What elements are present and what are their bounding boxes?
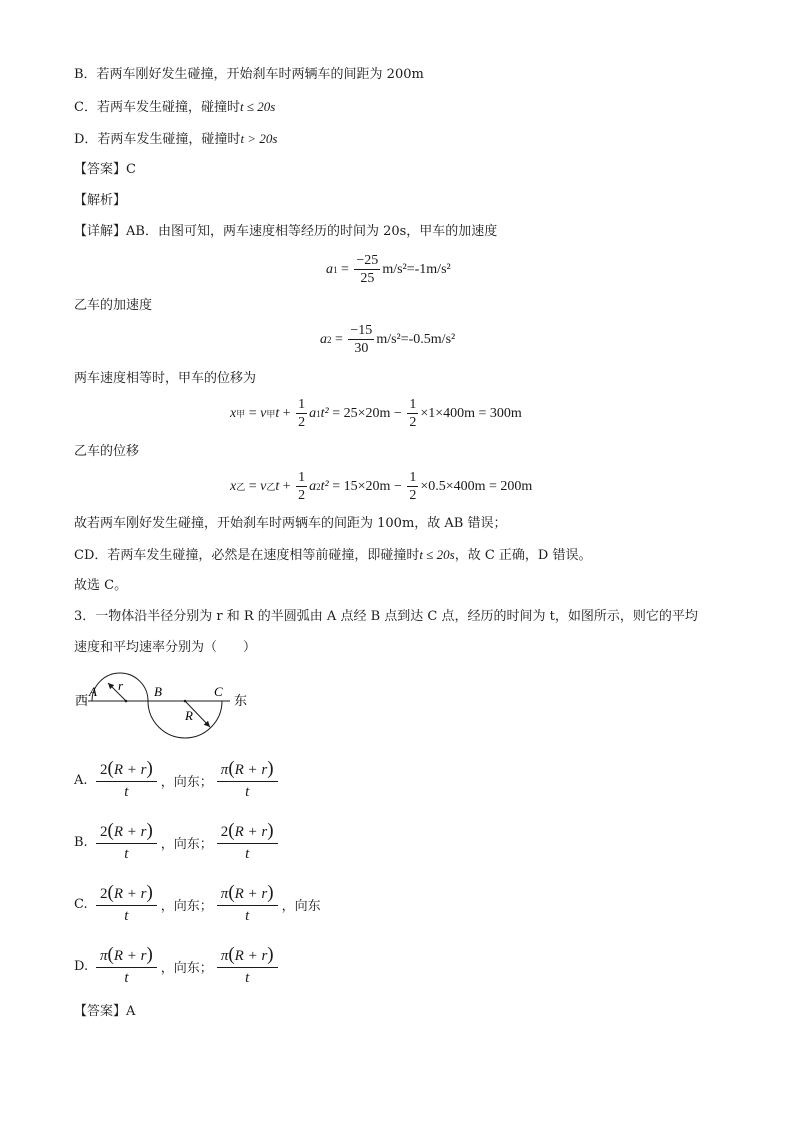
conclusion-cd: [74, 546, 591, 565]
x-jia-half-num: 1: [298, 397, 306, 412]
x-yi-tail: ×0.5×400m = 200m: [420, 478, 533, 494]
option-tail-text: ，向东: [281, 898, 321, 914]
q3-option-a: [74, 758, 286, 802]
option-mid-text: ，向东；: [160, 774, 213, 790]
x-yi-half: [296, 469, 307, 504]
numerator-body: R + r: [234, 886, 268, 902]
formula-x-yi: x 乙 = v 乙 t + $\frac{1}{2}$ a 2 t² = 15×20m − $\frac{1}{2}$ ×0.5×400m = 200m: [230, 470, 533, 503]
x-jia-a-subscript: 1: [316, 408, 321, 419]
x-jia-symbol: x: [230, 405, 237, 421]
denominator: t: [124, 784, 129, 800]
x-yi-equals: =: [245, 478, 261, 494]
numerator-body: R + r: [113, 886, 147, 902]
x-yi-half-num: 1: [298, 470, 306, 485]
x-yi-half2-den: 2: [409, 488, 417, 503]
a2-subscript: 2: [327, 334, 332, 345]
numerator-body: R + r: [234, 762, 268, 778]
x-jia-half-den: 2: [298, 415, 306, 430]
x-yi-v: v: [260, 478, 267, 494]
a1-symbol: a: [326, 261, 333, 277]
q3-stem-line-1: 3．一物体沿半径分别为 r 和 R 的半圆弧由 A 点经 B 点到达 C 点，经历的时间为 t，如图所示，则它的平均: [74, 609, 698, 624]
x-jia-v-subscript: 甲: [266, 409, 276, 419]
x-jia-half2-den: 2: [409, 415, 417, 430]
numerator-coef: 2: [100, 886, 108, 902]
numerator-coef: 2: [220, 824, 229, 840]
denominator: t: [245, 970, 250, 986]
a2-numerator: −15: [350, 323, 373, 338]
x-jia-t2: t²: [320, 405, 329, 421]
detail-text: 【详解】AB．由图可知，两车速度相等经历的时间为 20s，甲车的加速度: [74, 224, 498, 239]
option-b-speed: $\frac{2(R + r)}{t}$: [217, 820, 278, 864]
denominator: t: [124, 908, 129, 924]
option-d-velocity: $\frac{\pi(R + r)}{t}$: [96, 944, 157, 988]
option-a-velocity: $\frac{2(R + r)}{t}$: [96, 758, 157, 802]
label-east: 东: [234, 693, 248, 708]
x-jia-subscript: 甲: [236, 409, 246, 419]
displacement-label-yi: 乙车的位移: [74, 444, 140, 459]
option-c-text: C．若两车发生碰撞，碰撞时: [74, 100, 240, 115]
option-c: [74, 98, 275, 117]
numerator-body: R + r: [113, 762, 147, 778]
option-b-velocity: $\frac{2(R + r)}{t}$: [96, 820, 157, 864]
a2-symbol: a: [320, 331, 327, 347]
option-label: B.: [74, 834, 88, 850]
x-yi-half2-num: 1: [409, 470, 417, 485]
option-label: D.: [74, 958, 89, 974]
x-jia-equals: =: [245, 405, 261, 421]
x-jia-t: t: [275, 405, 280, 421]
x-jia-tail: ×1×400m = 300m: [420, 405, 522, 421]
label-point-a: A: [89, 684, 97, 699]
option-c-speed: $\frac{\pi(R + r)}{t}$: [217, 882, 278, 926]
option-mid-text: ，向东；: [160, 836, 213, 852]
numerator-coef: 2: [100, 824, 108, 840]
x-yi-t: t: [275, 478, 280, 494]
x-yi-mid: = 15×20m −: [328, 478, 406, 494]
label-point-c: C: [214, 684, 223, 699]
option-label: C.: [74, 896, 88, 912]
option-label: A.: [74, 772, 88, 788]
x-jia-v: v: [260, 405, 267, 421]
option-b-text: B．若两车刚好发生碰撞，开始刹车时两辆车的间距为 200m: [74, 67, 424, 82]
option-d-condition: t > 20s: [240, 131, 278, 146]
x-yi-v-subscript: 乙: [266, 482, 276, 492]
x-jia-half2-num: 1: [409, 397, 417, 412]
numerator-body: R + r: [234, 948, 268, 964]
option-d-speed: $\frac{\pi(R + r)}{t}$: [217, 944, 278, 988]
conclusion-ab: 故若两车刚好发生碰撞，开始刹车时两辆车的间距为 100m，故 AB 错误；: [74, 516, 507, 531]
option-a-speed: $\frac{\pi(R + r)}{t}$: [217, 758, 278, 802]
x-jia-half-2: [407, 396, 418, 431]
denominator: t: [124, 846, 129, 862]
x-yi-plus: +: [279, 478, 295, 494]
radius-r-arrow: [108, 683, 126, 701]
x-yi-a-subscript: 2: [316, 481, 321, 492]
q3-option-d: [74, 944, 286, 988]
displacement-label-jia: 两车速度相等时，甲车的位移为: [74, 371, 257, 386]
conclusion-cd-condition: t ≤ 20s: [419, 547, 455, 562]
x-yi-symbol: x: [230, 478, 237, 494]
option-c-velocity: $\frac{2(R + r)}{t}$: [96, 882, 157, 926]
a1-denominator: 25: [360, 271, 375, 286]
option-d: [74, 130, 277, 149]
x-jia-half: [296, 396, 307, 431]
option-c-condition: t ≤ 20s: [239, 99, 276, 114]
x-yi-half-den: 2: [298, 488, 306, 503]
analysis-label: 【解析】: [74, 193, 127, 208]
denominator: t: [245, 784, 250, 800]
numerator-coef: π: [220, 886, 229, 902]
numerator-body: R + r: [113, 824, 147, 840]
x-yi-t2: t²: [320, 478, 329, 494]
numerator-coef: π: [220, 948, 229, 964]
option-d-text: D．若两车发生碰撞，碰撞时: [74, 132, 241, 147]
conclusion-cd-prefix: CD．若两车发生碰撞，必然是在速度相等前碰撞，即碰撞时: [74, 548, 420, 563]
label-radius-r: r: [118, 678, 124, 693]
a1-fraction: [354, 252, 380, 287]
formula-a1: a 1 = $\frac{-25}{25}$ m/s²=-1m/s²: [326, 253, 451, 286]
numerator-coef: π: [100, 948, 108, 964]
denominator: t: [245, 908, 250, 924]
q3-option-c: [74, 882, 325, 926]
x-yi-subscript: 乙: [236, 482, 246, 492]
q3-option-b: [74, 820, 286, 864]
denominator: t: [124, 970, 129, 986]
denominator: t: [245, 846, 250, 862]
a1-subscript: 1: [333, 264, 338, 275]
numerator-coef: π: [220, 762, 229, 778]
option-mid-text: ，向东；: [160, 960, 213, 976]
formula-x-jia: x 甲 = v 甲 t + $\frac{1}{2}$ a 1 t² = 25×20m − $\frac{1}{2}$ ×1×400m = 300m: [230, 397, 522, 430]
conclusion-cd-suffix: ，故 C 正确，D 错误。: [454, 548, 592, 563]
formula-a2: a 2 = $\frac{-15}{30}$ m/s²=-0.5m/s²: [320, 323, 456, 356]
numerator-body: R + r: [113, 948, 147, 964]
label-west: 西: [75, 693, 89, 708]
a1-result: m/s²=-1m/s²: [382, 261, 451, 277]
choose-line: 故选 C。: [74, 578, 128, 593]
option-mid-text: ，向东；: [160, 898, 213, 914]
q3-answer-label: 【答案】A: [74, 1004, 136, 1019]
numerator-coef: 2: [100, 762, 108, 778]
q3-stem-line-2: 速度和平均速率分别为（ ）: [74, 640, 257, 655]
label-radius-R: R: [185, 708, 193, 723]
label-point-b: B: [154, 684, 162, 699]
answer-label: 【答案】C: [74, 162, 136, 177]
numerator-body: R + r: [234, 824, 268, 840]
x-jia-mid: = 25×20m −: [328, 405, 406, 421]
x-jia-plus: +: [279, 405, 295, 421]
a2-result: m/s²=-0.5m/s²: [376, 331, 456, 347]
x-yi-half-2: [407, 469, 418, 504]
b-accel-label: 乙车的加速度: [74, 298, 153, 313]
a2-fraction: [348, 322, 374, 357]
a1-numerator: −25: [356, 253, 379, 268]
semicircle-path-figure: [72, 672, 262, 752]
a2-denominator: 30: [354, 341, 369, 356]
